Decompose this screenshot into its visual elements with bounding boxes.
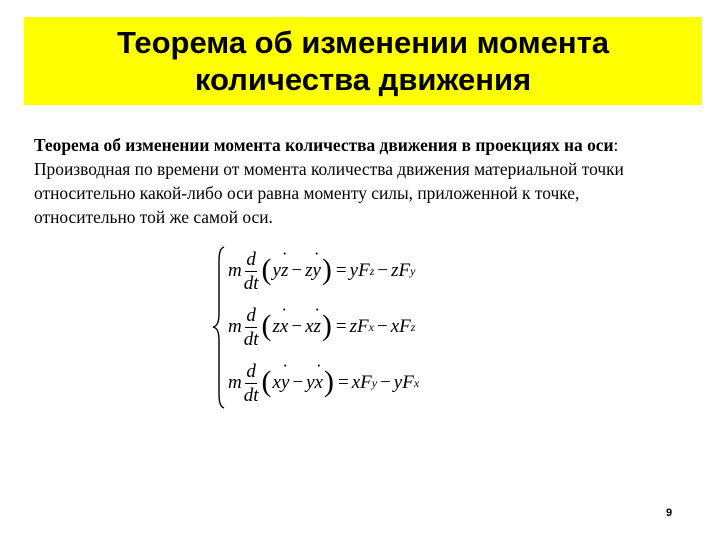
- velocity: y ˙: [281, 372, 289, 394]
- frac-num: d: [246, 248, 256, 270]
- coord: y: [306, 372, 315, 393]
- coord: x: [351, 372, 361, 393]
- coord: z: [391, 260, 399, 281]
- paren-close: ): [323, 365, 334, 398]
- theorem-body-line-3: относительно той же самой оси.: [34, 207, 273, 227]
- velocity: z ˙: [314, 316, 321, 338]
- coord: x: [272, 372, 281, 393]
- minus-sign: −: [292, 372, 304, 393]
- coord: z: [305, 260, 313, 281]
- force-index: z: [410, 319, 416, 334]
- coord: x: [390, 316, 400, 337]
- velocity: y ˙: [312, 260, 320, 282]
- minus-sign: −: [291, 260, 303, 281]
- coord: z: [272, 316, 280, 337]
- title-line-2: количества движения: [194, 62, 532, 97]
- coord: y: [393, 372, 403, 393]
- theorem-lead-colon: :: [613, 135, 619, 155]
- minus-sign: −: [377, 260, 389, 281]
- velocity: x ˙: [315, 372, 323, 394]
- equation-z-axis: [228, 357, 419, 409]
- equation-x-axis: [228, 245, 415, 297]
- force-index: x: [413, 375, 420, 390]
- paren-open: (: [261, 365, 272, 398]
- coord: y: [349, 260, 359, 281]
- frac-den: dt: [243, 272, 259, 294]
- equation-system: [212, 245, 472, 410]
- page-number: 9: [666, 507, 673, 519]
- force-symbol: F: [398, 260, 411, 281]
- mass-symbol: m: [228, 316, 242, 337]
- paren-open: (: [261, 309, 272, 342]
- force-index: y: [410, 263, 416, 278]
- coord: x: [305, 316, 314, 337]
- system-brace: [212, 245, 226, 410]
- minus-sign: −: [291, 316, 303, 337]
- theorem-body-line-1: Производная по времени от момента количества движения материальной точки: [34, 159, 624, 179]
- equation-y-axis: [228, 301, 415, 353]
- theorem-body-line-2: относительно какой-либо оси равна моменту силы, приложенной к точке,: [34, 183, 580, 203]
- derivative-fraction: [244, 362, 259, 405]
- theorem-text: [34, 133, 716, 229]
- force-symbol: F: [360, 372, 372, 393]
- velocity: z ˙: [281, 260, 288, 282]
- frac-den: dt: [243, 384, 259, 406]
- coord: z: [349, 316, 358, 337]
- frac-num: d: [246, 360, 256, 382]
- paren-close: ): [321, 253, 332, 286]
- equals-sign: =: [335, 260, 347, 281]
- force-symbol: F: [399, 316, 411, 337]
- minus-sign: −: [376, 316, 388, 337]
- theorem-first-line: [34, 133, 716, 157]
- coord: y: [272, 260, 281, 281]
- paren-open: (: [261, 253, 272, 286]
- equals-sign: =: [335, 316, 347, 337]
- mass-symbol: m: [228, 372, 242, 393]
- frac-den: dt: [243, 328, 259, 350]
- minus-sign: −: [380, 372, 391, 393]
- derivative-fraction: [244, 306, 259, 349]
- equals-sign: =: [337, 372, 349, 393]
- force-index: y: [371, 375, 378, 390]
- theorem-lead: Теорема об изменении момента количества движения в проекциях на оси: [34, 135, 614, 155]
- mass-symbol: m: [228, 260, 242, 281]
- force-index: x: [368, 319, 374, 334]
- derivative-fraction: [244, 250, 259, 293]
- force-symbol: F: [402, 372, 414, 393]
- force-symbol: F: [357, 316, 369, 337]
- title-line-1: Теорема об изменении момента: [116, 25, 610, 60]
- force-symbol: F: [358, 260, 370, 281]
- paren-close: ): [321, 309, 332, 342]
- frac-num: d: [246, 304, 256, 326]
- force-index: z: [369, 263, 375, 278]
- slide-title: [24, 17, 702, 105]
- velocity: x ˙: [280, 316, 288, 338]
